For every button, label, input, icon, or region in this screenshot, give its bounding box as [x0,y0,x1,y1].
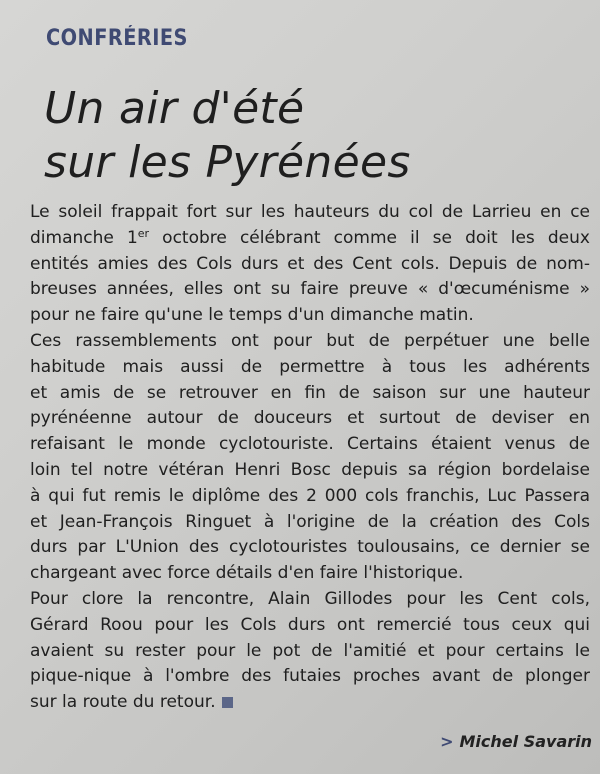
body-line: à qui fut remis le diplôme des 2 000 cols franchis, Luc Passera [30,485,590,506]
signature-arrow-icon: > [440,732,454,751]
body-line-part: sur la route du retour. [30,692,216,713]
body-line-last [30,690,590,716]
body-line: Gérard Roou pour les Cols durs ont remercié tous ceux qui [30,614,590,635]
body-line: pyrénéenne autour de douceurs et surtout de deviser en [30,408,590,429]
body-line: Ces rassemblements ont pour but de perpétuer une belle [30,330,590,351]
body-line: chargeant avec force détails d'en faire l'historique. [30,563,464,584]
author-name: Michel Savarin [459,732,592,751]
article-title-line-1: Un air d'été [44,83,305,134]
body-line: breuses années, elles ont su faire preuve « d'œcuménisme » [30,279,590,300]
section-rubric: CONFRÉRIES [46,26,188,51]
body-line: refaisant le monde cyclotouriste. Certains étaient venus de [30,434,590,455]
article-body [30,200,590,716]
body-line: pique-nique à l'ombre des futaies proches avant de plonger [30,666,590,687]
body-line: loin tel notre vétéran Henri Bosc depuis sa région bordelaise [30,459,590,480]
body-line: pour ne faire qu'une le temps d'un dimanche matin. [30,305,474,326]
body-line-part: dimanche 1 [30,227,138,248]
body-line-part: octobre célébrant comme il se doit les deux [149,227,590,248]
ordinal-superscript: er [137,226,150,240]
author-signature [440,732,592,751]
end-of-article-square-icon [222,697,233,708]
body-line [30,226,590,252]
body-line: Pour clore la rencontre, Alain Gillodes pour les Cent cols, [30,588,590,609]
body-line: durs par L'Union des cyclotouristes toulousains, ce dernier se [30,537,590,558]
body-line: entités amies des Cols durs et des Cent cols. Depuis de nom- [30,253,590,274]
body-line: avaient su rester pour le pot de l'amitié et pour certains le [30,640,590,661]
article-title-line-2: sur les Pyrénées [44,137,411,188]
article-title [44,82,411,190]
body-line: et Jean-François Ringuet à l'origine de la création des Cols [30,511,590,532]
body-line: habitude mais aussi de permettre à tous les adhérents [30,356,590,377]
body-line: et amis de se retrouver en fin de saison sur une hauteur [30,382,590,403]
body-line: Le soleil frappait fort sur les hauteurs du col de Larrieu en ce [30,202,590,222]
